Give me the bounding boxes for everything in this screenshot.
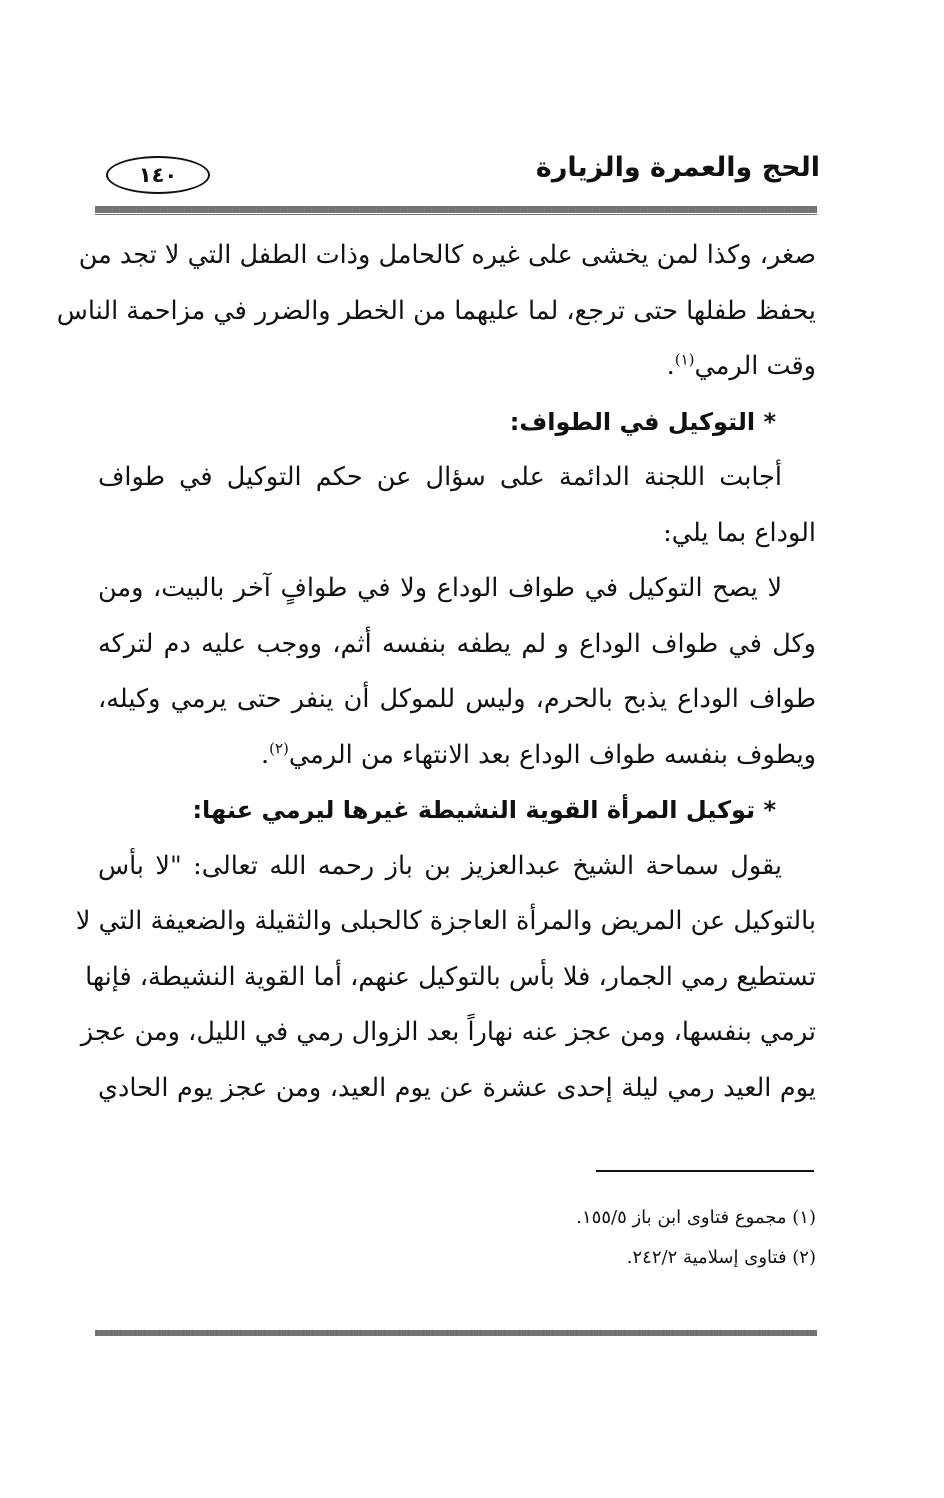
line-suffix: . bbox=[261, 739, 270, 770]
footnote-item: (٢) فتاوى إسلامية ٢٤٢/٢. bbox=[626, 1247, 816, 1268]
footnote-item: (١) مجموع فتاوى ابن باز ١٥٥/٥. bbox=[576, 1207, 816, 1228]
text-line bbox=[98, 728, 816, 784]
text-line: يقول سماحة الشيخ عبدالعزيز بن باز رحمه الله تعالى: "لا بأس bbox=[98, 850, 782, 881]
footnote-ref-1: (١) bbox=[674, 350, 695, 369]
text-line-content: وقت الرمي bbox=[694, 351, 816, 381]
text-line: يوم العيد رمي ليلة إحدى عشرة عن يوم العيد، ومن عجز يوم الحادي bbox=[98, 1072, 816, 1103]
page-header bbox=[90, 150, 820, 202]
text-line: صغر، وكذا لمن يخشى على غيره كالحامل وذات الطفل التي لا تجد من bbox=[78, 240, 816, 270]
footnotes bbox=[300, 1198, 816, 1278]
text-line: أجابت اللجنة الدائمة على سؤال عن حكم التوكيل في طواف bbox=[98, 462, 782, 492]
text-line: يحفظ طفلها حتى ترجع، لما عليهما من الخطر والضرر في مزاحمة الناس bbox=[56, 295, 816, 326]
text-line: الوداع بما يلي: bbox=[663, 517, 816, 548]
section-heading: * توكيل المرأة القوية النشيطة غيرها ليرمي عنها: bbox=[192, 796, 776, 824]
text-line-content: ويطوف بنفسه طواف الوداع بعد الانتهاء من الرمي bbox=[288, 739, 816, 770]
line-suffix: . bbox=[666, 351, 675, 381]
text-line: تستطيع رمي الجمار، فلا بأس بالتوكيل عنهم، أما القوية النشيطة، فإنها bbox=[85, 961, 816, 992]
text-line: لا يصح التوكيل في طواف الوداع ولا في طوافٍ آخر بالبيت، ومن bbox=[98, 573, 782, 603]
section-heading: * التوكيل في الطواف: bbox=[509, 407, 776, 436]
footnote-ref-2: (٢) bbox=[269, 739, 289, 757]
running-title: الحج والعمرة والزيارة bbox=[535, 152, 820, 183]
header-rule-thin bbox=[95, 214, 817, 215]
footer-rule bbox=[95, 1330, 817, 1336]
text-line bbox=[98, 339, 816, 395]
footnote-separator bbox=[596, 1170, 814, 1172]
header-rule bbox=[95, 206, 817, 213]
text-line: طواف الوداع يذبح بالحرم، وليس للموكل أن ينفر حتى يرمي وكيله، bbox=[98, 684, 816, 714]
body-text bbox=[56, 228, 816, 1116]
text-line: وكل في طواف الوداع و لم يطفه بنفسه أثم، ووجب عليه دم لتركه bbox=[98, 628, 816, 659]
page-number: ١٤٠ bbox=[106, 156, 210, 194]
text-line: بالتوكيل عن المريض والمرأة العاجزة كالحبلى والثقيلة والضعيفة التي لا bbox=[75, 906, 816, 936]
text-line: ترمي بنفسها، ومن عجز عنه نهاراً بعد الزوال رمي في الليل، ومن عجز bbox=[80, 1017, 816, 1047]
